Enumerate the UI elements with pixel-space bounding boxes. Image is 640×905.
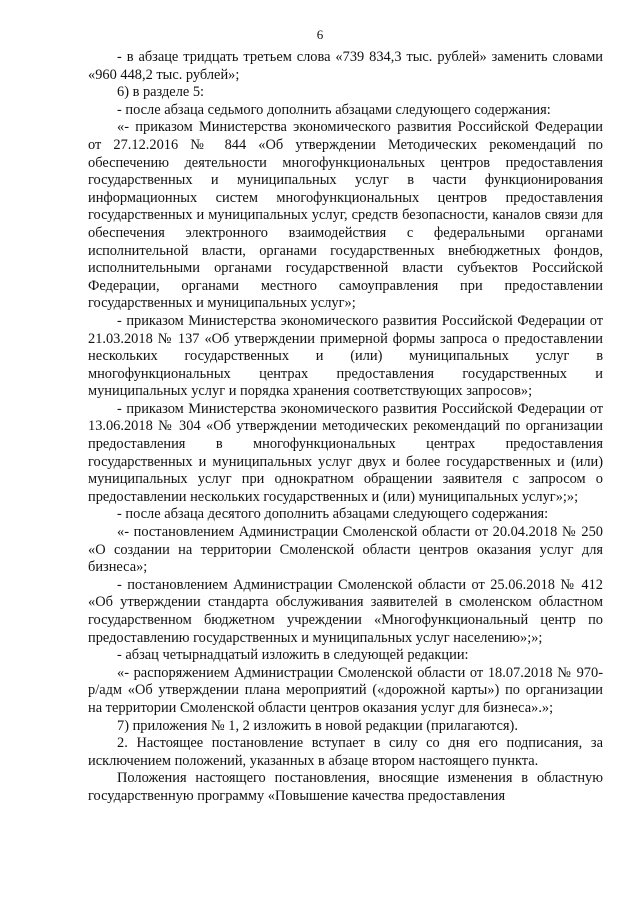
- paragraph-14: Положения настоящего постановления, вносящие изменения в областную государственную программу «Повышение качества предоставления: [88, 770, 603, 804]
- paragraph-5: - приказом Министерства экономического развития Российской Федерации от 21.03.2018 № 137 «Об утверждении примерной формы запроса о предоставлении нескольких государственных и (или) муниципальных услуг в многофункциональных центрах предоставления государственных и муниципальных услуг и порядка хранения соответствующих запросов»;: [88, 312, 603, 400]
- paragraph-1: - в абзаце тридцать третьем слова «739 834,3 тыс. рублей» заменить словами «960 448,2 тыс. рублей»;: [88, 49, 603, 83]
- paragraph-6: - приказом Министерства экономического развития Российской Федерации от 13.06.2018 № 304 «Об утверждении методических рекомендаций по организации предоставления в многофункциональных центрах предоставления государственных и муниципальных услуг двух и более государственных и (или) муниципальных услуг при однократном обращении заявителя с запросом о предоставлении нескольких государственных и (или) муниципальных услуг»;»;: [88, 400, 603, 505]
- paragraph-8: «- постановлением Администрации Смоленской области от 20.04.2018 № 250 «О создании на территории Смоленской области центров оказания услуг для бизнеса»;: [88, 524, 603, 576]
- paragraph-3: - после абзаца седьмого дополнить абзацами следующего содержания:: [117, 101, 551, 118]
- document-body: [88, 49, 603, 806]
- paragraph-4: «- приказом Министерства экономического развития Российской Федерации от 27.12.2016 № 844 «Об утверждении Методических рекомендаций по обеспечению деятельности многофункциональных центров предоставления государственных и муниципальных услуг в части функционирования информационных систем многофункциональных центров предоставления государственных и муниципальных услуг, средств безопасности, каналов связи для обеспечения электронного взаимодействия с федеральными органами исполнительной власти, органами государственных внебюджетных фондов, исполнительными органами государственной власти субъектов Российской Федерации, органами местного самоуправления при предоставлении государственных и муниципальных услуг»;: [88, 119, 603, 312]
- paragraph-2: 6) в разделе 5:: [117, 84, 205, 101]
- paragraph-13: 2. Настоящее постановление вступает в силу со дня его подписания, за исключением положений, указанных в абзаце втором настоящего пункта.: [88, 735, 603, 769]
- paragraph-7: - после абзаца десятого дополнить абзацами следующего содержания:: [117, 506, 549, 523]
- paragraph-11: «- распоряжением Администрации Смоленской области от 18.07.2018 № 970-р/адм «Об утверждении плана мероприятий («дорожной карты») по организации на территории Смоленской области центров оказания услуг для бизнеса».»;: [88, 664, 603, 716]
- paragraph-12: 7) приложения № 1, 2 изложить в новой редакции (прилагаются).: [117, 717, 518, 734]
- paragraph-9: - постановлением Администрации Смоленской области от 25.06.2018 № 412 «Об утверждении стандарта обслуживания заявителей в смоленском областном государственном бюджетном учреждении «Многофункциональный центр по предоставлению государственных и муниципальных услуг населению»;»;: [88, 576, 603, 646]
- page-number: 6: [316, 27, 324, 42]
- paragraph-10: - абзац четырнадцатый изложить в следующей редакции:: [117, 647, 469, 664]
